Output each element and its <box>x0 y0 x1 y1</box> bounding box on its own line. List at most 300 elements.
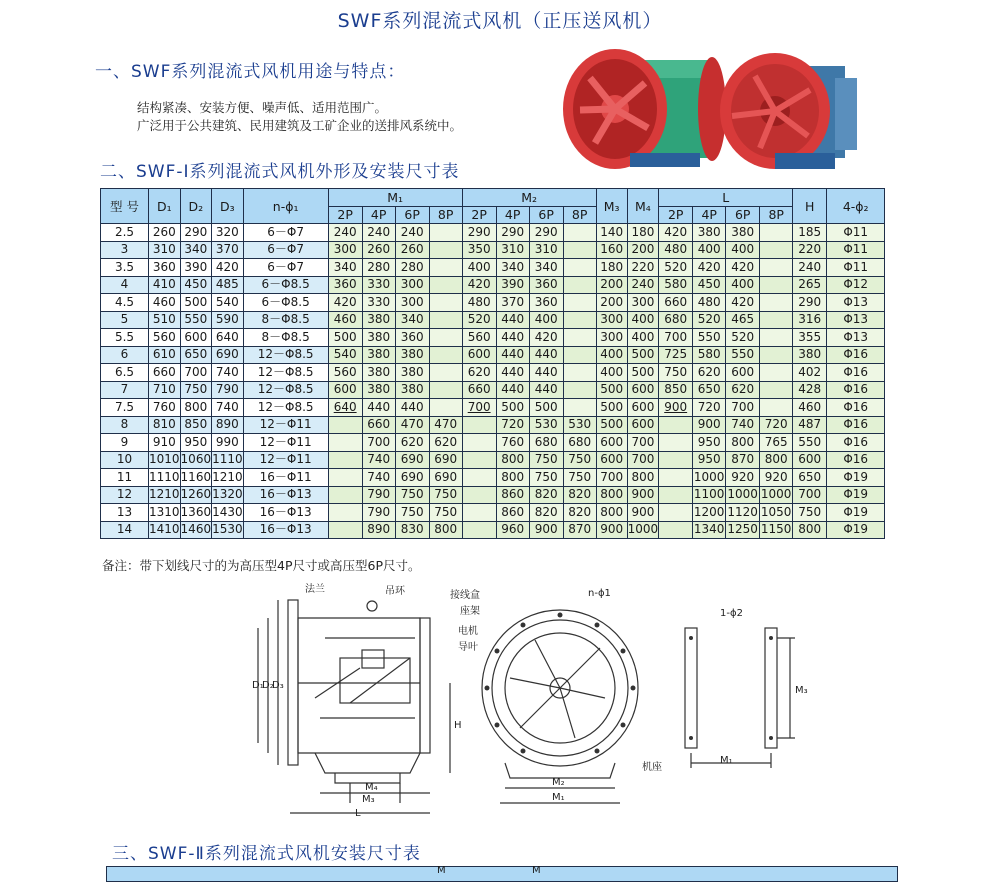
table-cell: 610 <box>149 346 181 364</box>
table-cell: 1310 <box>149 504 181 522</box>
table-cell: 240 <box>328 224 362 242</box>
table-cell: 1110 <box>149 469 181 487</box>
table-cell: 380 <box>362 311 395 329</box>
dimension-table-body <box>101 224 885 539</box>
table-row <box>101 451 885 469</box>
table-cell: 890 <box>362 521 395 539</box>
table-cell: 340 <box>328 259 362 277</box>
col-h: H <box>793 189 827 224</box>
table-cell: 370 <box>496 294 529 312</box>
table-cell: 14 <box>101 521 149 539</box>
table-cell: 800 <box>496 451 529 469</box>
table-row <box>101 241 885 259</box>
table-cell: Φ13 <box>827 311 885 329</box>
table-cell: 750 <box>563 469 596 487</box>
table-cell: 900 <box>693 416 726 434</box>
table-cell: 355 <box>793 329 827 347</box>
table-cell: 690 <box>395 469 429 487</box>
table-cell: Φ12 <box>827 276 885 294</box>
table-cell: 1110 <box>212 451 244 469</box>
table-cell: 420 <box>659 224 693 242</box>
table-cell: 390 <box>180 259 212 277</box>
table-row <box>101 399 885 417</box>
table-cell: 750 <box>529 469 563 487</box>
table-cell: 380 <box>395 381 429 399</box>
table-cell: Φ11 <box>827 259 885 277</box>
col-l-4p: 4P <box>693 206 726 224</box>
table-cell: 850 <box>180 416 212 434</box>
table-cell: 260 <box>149 224 181 242</box>
table-cell: 420 <box>726 294 760 312</box>
table-cell: 900 <box>627 486 659 504</box>
table-cell: 420 <box>529 329 563 347</box>
label-guide-vane: 导叶 <box>458 642 478 653</box>
table-cell: 6－Φ8.5 <box>243 276 328 294</box>
table-cell: 12－Φ8.5 <box>243 346 328 364</box>
section1-heading: 一、SWF系列混流式风机用途与特点： <box>95 62 406 82</box>
table-cell: 870 <box>563 521 596 539</box>
section2-heading: 二、SWF-Ⅰ系列混流式风机外形及安装尺寸表 <box>100 162 460 182</box>
col-m4: M₄ <box>627 189 659 224</box>
col-d1: D₁ <box>149 189 181 224</box>
table-cell: 7 <box>101 381 149 399</box>
table2-header-strip <box>106 866 898 882</box>
table-cell: 800 <box>429 521 462 539</box>
installation-drawing <box>250 578 830 818</box>
table-cell: 360 <box>149 259 181 277</box>
label-holes: n-ϕ1 <box>588 588 611 599</box>
table-cell: 300 <box>627 294 659 312</box>
table-cell: 420 <box>693 259 726 277</box>
table-cell: 850 <box>659 381 693 399</box>
table-cell: 400 <box>596 364 627 382</box>
table-cell: 580 <box>693 346 726 364</box>
table-cell: Φ16 <box>827 451 885 469</box>
table-cell: 420 <box>462 276 496 294</box>
table-cell: 340 <box>529 259 563 277</box>
table-cell: Φ13 <box>827 294 885 312</box>
table-cell: 1050 <box>760 504 793 522</box>
table-cell: 820 <box>529 504 563 522</box>
table-cell <box>760 329 793 347</box>
table-cell: 740 <box>212 364 244 382</box>
table-cell: 380 <box>395 364 429 382</box>
table-cell: 380 <box>726 224 760 242</box>
table-cell: 500 <box>529 399 563 417</box>
table-cell: Φ16 <box>827 346 885 364</box>
label-m2: M₂ <box>552 777 565 788</box>
table-cell: 5 <box>101 311 149 329</box>
table-cell: 380 <box>395 346 429 364</box>
col-model: 型 号 <box>101 189 149 224</box>
table-cell <box>429 224 462 242</box>
table-cell: 380 <box>362 381 395 399</box>
table-cell: 500 <box>496 399 529 417</box>
table-cell: 400 <box>726 276 760 294</box>
label-motor: 电机 <box>458 626 478 637</box>
table-row <box>101 276 885 294</box>
col-m3: M₃ <box>596 189 627 224</box>
table-cell: 16－Φ11 <box>243 469 328 487</box>
table-cell: 380 <box>793 346 827 364</box>
table-cell: 6－Φ7 <box>243 241 328 259</box>
table-cell <box>563 276 596 294</box>
table-cell <box>429 259 462 277</box>
table-cell: 185 <box>793 224 827 242</box>
table-cell: 330 <box>362 294 395 312</box>
table-cell <box>760 224 793 242</box>
table-cell: 690 <box>212 346 244 364</box>
table-cell <box>659 451 693 469</box>
table-cell <box>429 381 462 399</box>
table-cell: 600 <box>328 381 362 399</box>
table-cell: 160 <box>596 241 627 259</box>
table-cell: 860 <box>496 486 529 504</box>
section1-line-2: 广泛用于公共建筑、民用建筑及工矿企业的送排风系统中。 <box>137 118 463 133</box>
table-cell: 1100 <box>693 486 726 504</box>
table-cell: Φ16 <box>827 434 885 452</box>
table-cell: 790 <box>212 381 244 399</box>
table-cell: 10 <box>101 451 149 469</box>
table-cell: 12－Φ11 <box>243 434 328 452</box>
label-lifting-ring: 吊环 <box>385 586 405 597</box>
table-cell: 220 <box>627 259 659 277</box>
col-m2-4p: 4P <box>496 206 529 224</box>
table-cell: 600 <box>596 434 627 452</box>
table-cell: 1210 <box>149 486 181 504</box>
table-cell <box>563 224 596 242</box>
table-cell: 1360 <box>180 504 212 522</box>
table-cell <box>659 434 693 452</box>
table-cell: 600 <box>627 399 659 417</box>
table-cell: 550 <box>793 434 827 452</box>
table-cell: 380 <box>693 224 726 242</box>
table-cell: 330 <box>362 276 395 294</box>
table-cell <box>760 381 793 399</box>
label-d1: D₁ <box>252 680 264 691</box>
table-cell: 590 <box>212 311 244 329</box>
table-cell: Φ16 <box>827 399 885 417</box>
table-cell: 680 <box>529 434 563 452</box>
table-cell: 500 <box>180 294 212 312</box>
table-cell: 402 <box>793 364 827 382</box>
table-cell <box>760 241 793 259</box>
table-cell: 290 <box>496 224 529 242</box>
table-cell: 200 <box>596 294 627 312</box>
table-cell: Φ16 <box>827 381 885 399</box>
side-view <box>258 600 450 813</box>
blue-fan-image <box>720 53 857 169</box>
table-row <box>101 346 885 364</box>
table-cell: 690 <box>429 469 462 487</box>
table-row <box>101 381 885 399</box>
table-cell: 360 <box>529 294 563 312</box>
table-cell: 4 <box>101 276 149 294</box>
table-cell: 300 <box>596 311 627 329</box>
table-cell: 950 <box>693 451 726 469</box>
table-cell <box>760 399 793 417</box>
table-cell: 620 <box>429 434 462 452</box>
table-cell <box>659 486 693 504</box>
table-cell: 180 <box>596 259 627 277</box>
table2-m-right: M <box>532 865 541 876</box>
table-cell: 290 <box>462 224 496 242</box>
table-cell <box>328 486 362 504</box>
table-cell: 1000 <box>726 486 760 504</box>
table-cell: 12－Φ11 <box>243 416 328 434</box>
table-cell: Φ13 <box>827 329 885 347</box>
table-cell: 400 <box>693 241 726 259</box>
table-cell: 750 <box>395 486 429 504</box>
table-cell: 500 <box>596 416 627 434</box>
table-cell: 4.5 <box>101 294 149 312</box>
table-cell <box>659 504 693 522</box>
table-cell: 690 <box>429 451 462 469</box>
table-cell: 660 <box>462 381 496 399</box>
table-cell: 240 <box>395 224 429 242</box>
section1-line-1: 结构紧凑、安装方便、噪声低、适用范围广。 <box>137 100 388 115</box>
table-cell: 1000 <box>760 486 793 504</box>
table-cell: 380 <box>362 364 395 382</box>
table-cell: 530 <box>563 416 596 434</box>
table-cell <box>760 276 793 294</box>
table-cell: 550 <box>726 346 760 364</box>
table-cell: 1210 <box>212 469 244 487</box>
col-holes2: 4-ϕ₂ <box>827 189 885 224</box>
table-cell <box>563 294 596 312</box>
table-cell: 200 <box>596 276 627 294</box>
table-cell: 470 <box>429 416 462 434</box>
table-cell <box>462 416 496 434</box>
table-cell <box>563 311 596 329</box>
table-cell: 920 <box>760 469 793 487</box>
table-cell <box>462 486 496 504</box>
table-cell: 340 <box>180 241 212 259</box>
col-m2-8p: 8P <box>563 206 596 224</box>
table-cell: 910 <box>149 434 181 452</box>
label-m1-front: M₁ <box>552 792 565 803</box>
table-cell: 1000 <box>693 469 726 487</box>
table-cell: 900 <box>659 399 693 417</box>
base-view-labels <box>720 608 808 766</box>
table-cell: 13 <box>101 504 149 522</box>
table-row <box>101 311 885 329</box>
table-cell <box>760 259 793 277</box>
table-cell: 620 <box>395 434 429 452</box>
table-cell: 790 <box>362 504 395 522</box>
table-cell: 440 <box>529 364 563 382</box>
table-cell: 750 <box>793 504 827 522</box>
table-row <box>101 434 885 452</box>
table-cell <box>659 469 693 487</box>
table-cell: 500 <box>328 329 362 347</box>
table-cell <box>760 311 793 329</box>
table-cell: 700 <box>726 399 760 417</box>
table-cell: 400 <box>462 259 496 277</box>
table-cell: 650 <box>793 469 827 487</box>
table-cell <box>659 521 693 539</box>
table-cell: 380 <box>362 346 395 364</box>
table-row <box>101 416 885 434</box>
table-cell: 12－Φ8.5 <box>243 381 328 399</box>
table-cell: 650 <box>180 346 212 364</box>
table-cell: 280 <box>362 259 395 277</box>
table-cell: 200 <box>627 241 659 259</box>
table-cell: 290 <box>529 224 563 242</box>
table-cell: 450 <box>180 276 212 294</box>
table-cell: 290 <box>793 294 827 312</box>
table-cell: 480 <box>693 294 726 312</box>
col-holes: n-ϕ₁ <box>243 189 328 224</box>
table-cell <box>659 416 693 434</box>
table-cell: 1340 <box>693 521 726 539</box>
table-cell: 800 <box>596 486 627 504</box>
label-flange: 法兰 <box>305 584 325 595</box>
table-cell: 750 <box>429 486 462 504</box>
table-cell: 310 <box>496 241 529 259</box>
table-cell: 660 <box>659 294 693 312</box>
table-cell: 400 <box>726 241 760 259</box>
table-cell: 600 <box>726 364 760 382</box>
table-cell: 400 <box>627 329 659 347</box>
table-cell: 1060 <box>180 451 212 469</box>
table-cell: 440 <box>529 381 563 399</box>
table-cell <box>563 364 596 382</box>
col-m2: M₂ <box>462 189 596 207</box>
label-junction-box: 接线盒 <box>450 590 480 601</box>
table-cell: 990 <box>212 434 244 452</box>
table-cell: Φ19 <box>827 504 885 522</box>
table-cell: 800 <box>496 469 529 487</box>
table-cell: 810 <box>149 416 181 434</box>
table-cell: 2.5 <box>101 224 149 242</box>
table-cell: 260 <box>395 241 429 259</box>
table-cell: Φ16 <box>827 416 885 434</box>
table-cell: 700 <box>596 469 627 487</box>
table-cell: 320 <box>212 224 244 242</box>
table-cell: 520 <box>726 329 760 347</box>
table-cell: 480 <box>462 294 496 312</box>
table-cell: 800 <box>793 521 827 539</box>
table-cell: 720 <box>760 416 793 434</box>
table-cell <box>462 469 496 487</box>
table-cell: 300 <box>395 294 429 312</box>
table-cell: 3.5 <box>101 259 149 277</box>
table-cell <box>328 416 362 434</box>
table-cell: 240 <box>627 276 659 294</box>
table-cell <box>429 241 462 259</box>
table-cell: 240 <box>362 224 395 242</box>
table-cell: 530 <box>529 416 563 434</box>
table-cell: 11 <box>101 469 149 487</box>
label-h: H <box>454 720 462 731</box>
col-m1-2p: 2P <box>328 206 362 224</box>
table-cell: 260 <box>362 241 395 259</box>
table-cell: 12－Φ8.5 <box>243 399 328 417</box>
table-cell: 560 <box>462 329 496 347</box>
table-cell: 470 <box>395 416 429 434</box>
table-cell: 460 <box>328 311 362 329</box>
table-cell: 220 <box>793 241 827 259</box>
table-cell: 520 <box>659 259 693 277</box>
table-cell: 700 <box>462 399 496 417</box>
table-cell: 380 <box>362 329 395 347</box>
table-cell: Φ11 <box>827 241 885 259</box>
table-cell: 580 <box>659 276 693 294</box>
table-cell: 1460 <box>180 521 212 539</box>
table-cell: 16－Φ13 <box>243 521 328 539</box>
table-cell: 700 <box>659 329 693 347</box>
table-cell: 700 <box>180 364 212 382</box>
table-cell: 1010 <box>149 451 181 469</box>
table-cell <box>563 346 596 364</box>
table-cell: 600 <box>627 381 659 399</box>
table-cell: 900 <box>529 521 563 539</box>
table-cell: 950 <box>180 434 212 452</box>
table-cell <box>462 504 496 522</box>
table-row <box>101 504 885 522</box>
table-cell: 740 <box>212 399 244 417</box>
col-m1-6p: 6P <box>395 206 429 224</box>
table-cell: 12 <box>101 486 149 504</box>
table-cell <box>760 346 793 364</box>
table-cell: 900 <box>627 504 659 522</box>
col-d2: D₂ <box>180 189 212 224</box>
table-cell: 750 <box>529 451 563 469</box>
table-cell: 460 <box>793 399 827 417</box>
table-cell: 420 <box>212 259 244 277</box>
table-cell: 725 <box>659 346 693 364</box>
table-cell: 700 <box>627 451 659 469</box>
table-cell: Φ19 <box>827 521 885 539</box>
fan-photos <box>560 48 870 178</box>
table-cell: 316 <box>793 311 827 329</box>
label-l: L <box>355 808 361 818</box>
table-note: 备注：带下划线尺寸的为高压型4P尺寸或高压型6P尺寸。 <box>102 558 421 573</box>
table-cell <box>328 451 362 469</box>
table-cell: 600 <box>180 329 212 347</box>
table-cell: 400 <box>529 311 563 329</box>
table-cell: 440 <box>496 311 529 329</box>
table-cell: 6－Φ7 <box>243 224 328 242</box>
table-cell: 820 <box>563 486 596 504</box>
table-cell: 8－Φ8.5 <box>243 311 328 329</box>
table-cell: 7.5 <box>101 399 149 417</box>
table-cell: 1410 <box>149 521 181 539</box>
table-cell <box>429 329 462 347</box>
table2-m-left: M <box>437 865 446 876</box>
table-cell: 280 <box>395 259 429 277</box>
table-cell: 540 <box>328 346 362 364</box>
table-cell: 180 <box>627 224 659 242</box>
table-cell: 310 <box>149 241 181 259</box>
table-cell: 710 <box>149 381 181 399</box>
table-cell <box>328 469 362 487</box>
table-cell <box>429 364 462 382</box>
front-view-bolts <box>485 613 636 754</box>
page-title: SWF系列混流式风机（正压送风机） <box>337 10 663 32</box>
table-cell: 860 <box>496 504 529 522</box>
table-cell: 740 <box>362 469 395 487</box>
col-l: L <box>659 189 793 207</box>
table-row <box>101 259 885 277</box>
table-cell: 640 <box>328 399 362 417</box>
table-cell: 650 <box>693 381 726 399</box>
table-cell: 600 <box>596 451 627 469</box>
table-cell: Φ11 <box>827 224 885 242</box>
base-view-holes <box>689 636 773 740</box>
table-cell: 8－Φ8.5 <box>243 329 328 347</box>
